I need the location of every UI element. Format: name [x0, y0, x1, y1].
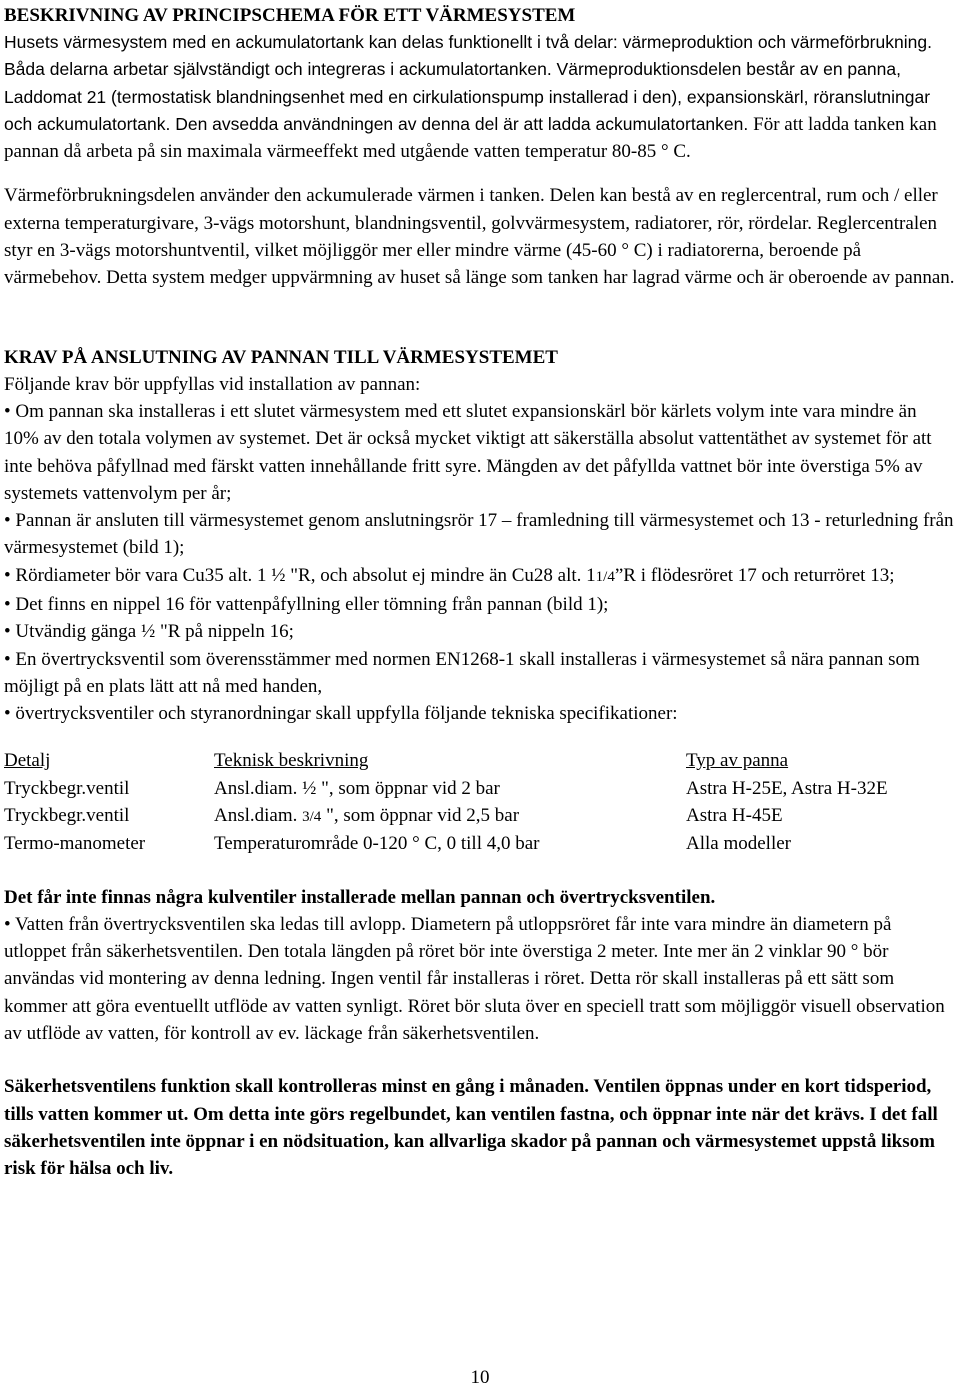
requirement-text: • Rördiameter bör vara Cu35 alt. 1 ½ "R, och absolut ej mindre än Cu28 alt. 1 — [4, 564, 596, 586]
cell-description — [214, 803, 686, 831]
intro-paragraph — [4, 29, 956, 165]
requirement-item: • Det finns en nippel 16 för vattenpåfyllning eller tömning från pannan (bild 1); — [4, 594, 609, 616]
document-page — [4, 2, 956, 1183]
requirement-item: • Pannan är ansluten till värmesystemet genom anslutningsrör 17 – framledning till värmesystemet och 13 - returledning från värmesystemet (bild 1); — [4, 510, 954, 559]
cell-description: Temperaturområde 0-120 ° C, 0 till 4,0 bar — [214, 832, 540, 854]
table-row — [4, 775, 956, 803]
fraction-text: 1/4 — [595, 568, 615, 585]
safety-valve-warning: Säkerhetsventilens funktion skall kontrolleras minst en gång i månaden. Ventilen öppnas under en kort tidsperiod, tills vatten kommer ut. Om detta inte görs regelbundet, kan ventilen fastna, och öppnar inte när det krävs. I det fall säkerhetsventilen inte öppnar i en nödsituation, kan allvarliga skador på pannan och värmesystemet uppstå liksom risk för hälsa och liv. — [4, 1076, 938, 1180]
requirement-item: • Utvändig gänga ½ "R på nippeln 16; — [4, 621, 294, 643]
requirement-item: • Om pannan ska installeras i ett slutet värmesystem med ett slutet expansionskärl bör kärlets volym inte vara mindre än 10% av den totala volymen av systemet. Det är också mycket viktigt att säkerställa absolut vattentäthet av systemet för att inte behöva påfyllnad med färskt vatten innehållande fritt syre. Mängden av det påfyllda vattnet bör inte överstiga 5% av systemets vattenvolym per år; — [4, 400, 932, 504]
cell-detail: Termo-manometer — [4, 832, 146, 854]
requirements-lead: Följande krav bör uppfyllas vid installation av pannan: — [4, 373, 421, 395]
requirement-item — [4, 562, 956, 591]
cell-detail: Tryckbegr.ventil — [4, 777, 130, 799]
column-header-detail: Detalj — [4, 750, 51, 772]
cell-boiler: Astra H-45E — [686, 805, 783, 827]
fraction-text: 3/4 — [302, 809, 322, 826]
column-header-boiler: Typ av panna — [686, 750, 789, 772]
table-header-row — [4, 748, 956, 776]
section-heading-principschema: BESKRIVNING AV PRINCIPSCHEMA FÖR ETT VÄRMESYSTEM — [4, 5, 576, 26]
table-row — [4, 803, 956, 831]
cell-boiler: Astra H-25E, Astra H-32E — [686, 777, 888, 799]
cell-description: Ansl.diam. ½ ", som öppnar vid 2 bar — [214, 777, 500, 799]
ball-valve-warning: Det får inte finnas några kulventiler installerade mellan pannan och övertrycksventilen. — [4, 886, 716, 908]
page-number: 10 — [470, 1367, 490, 1388]
table-row — [4, 830, 956, 858]
cell-description-text: ", som öppnar vid 2,5 bar — [321, 805, 520, 827]
column-header-description: Teknisk beskrivning — [214, 750, 369, 772]
requirements-list — [4, 398, 956, 728]
cell-description-text: Ansl.diam. — [214, 805, 303, 827]
intro-tail-text: För att ladda tanken kan pannan då arbeta på sin maximala värmeeffekt med utgående vatten temperatur 80-85 ° C. — [4, 113, 937, 163]
section-heading-krav: KRAV PÅ ANSLUTNING AV PANNAN TILL VÄRMESYSTEMET — [4, 346, 558, 368]
drain-paragraph: • Vatten från övertrycksventilen ska ledas till avlopp. Diametern på utloppsröret får inte vara mindre än diametern på utloppet från säkerhetsventilen. Den totala längden på röret bör inte överstiga 2 meter. Inte mer än 2 vinklar 90 ° bör användas vid montering av denna ledning. Ingen ventil får installeras i röret. Detta rör skall installeras på ett sätt som kommer att göra eventuellt utflöde av vatten synligt. Röret bör sluta över en speciell tratt som möjliggör visuell observation av utflöde av vatten, för kontroll av ev. läckage från säkerhetsventilen. — [4, 913, 945, 1045]
cell-detail: Tryckbegr.ventil — [4, 805, 130, 827]
cell-boiler: Alla modeller — [686, 832, 791, 854]
consumption-paragraph: Värmeförbrukningsdelen använder den ackumulerade värmen i tanken. Delen kan bestå av en reglercentral, rum och / eller externa temperaturgivare, 3-vägs motorshunt, blandningsventil, golvvärmesystem, radiatorer, rör, rördelar. Reglercentralen styr en 3-vägs motorshuntventil, vilket möjliggör mer eller mindre värme (45-60 ° C) i radiatorerna, beroende på värmebehov. Detta system medger uppvärmning av huset så länge som tanken har lagrad värme och är oberoende av pannan. — [4, 185, 955, 289]
requirement-item: • övertrycksventiler och styranordningar skall uppfylla följande tekniska specifikationer: — [4, 703, 678, 725]
requirement-text: ”R i flödesröret 17 och returröret 13; — [614, 564, 895, 586]
requirement-item: • En övertrycksventil som överensstämmer med normen EN1268-1 skall installeras i värmesystemet så nära pannan som möjligt på en plats lätt att nå med handen, — [4, 648, 920, 697]
intro-text: Husets värmesystem med en ackumulatortank kan delas funktionellt i två delar: värmeproduktion och värmeförbrukning. Båda delarna arbetar självständigt och integreras i ackumulatortanken. Värmeproduktionsdelen består av en panna, Laddomat 21 (termostatisk blandningsenhet med en cirkulationspump installerad i den), expansionskärl, röranslutningar och ackumulatortank. Den avsedda användningen av denna del är att ladda ackumulatortanken. — [4, 32, 932, 134]
spec-table — [4, 748, 956, 858]
